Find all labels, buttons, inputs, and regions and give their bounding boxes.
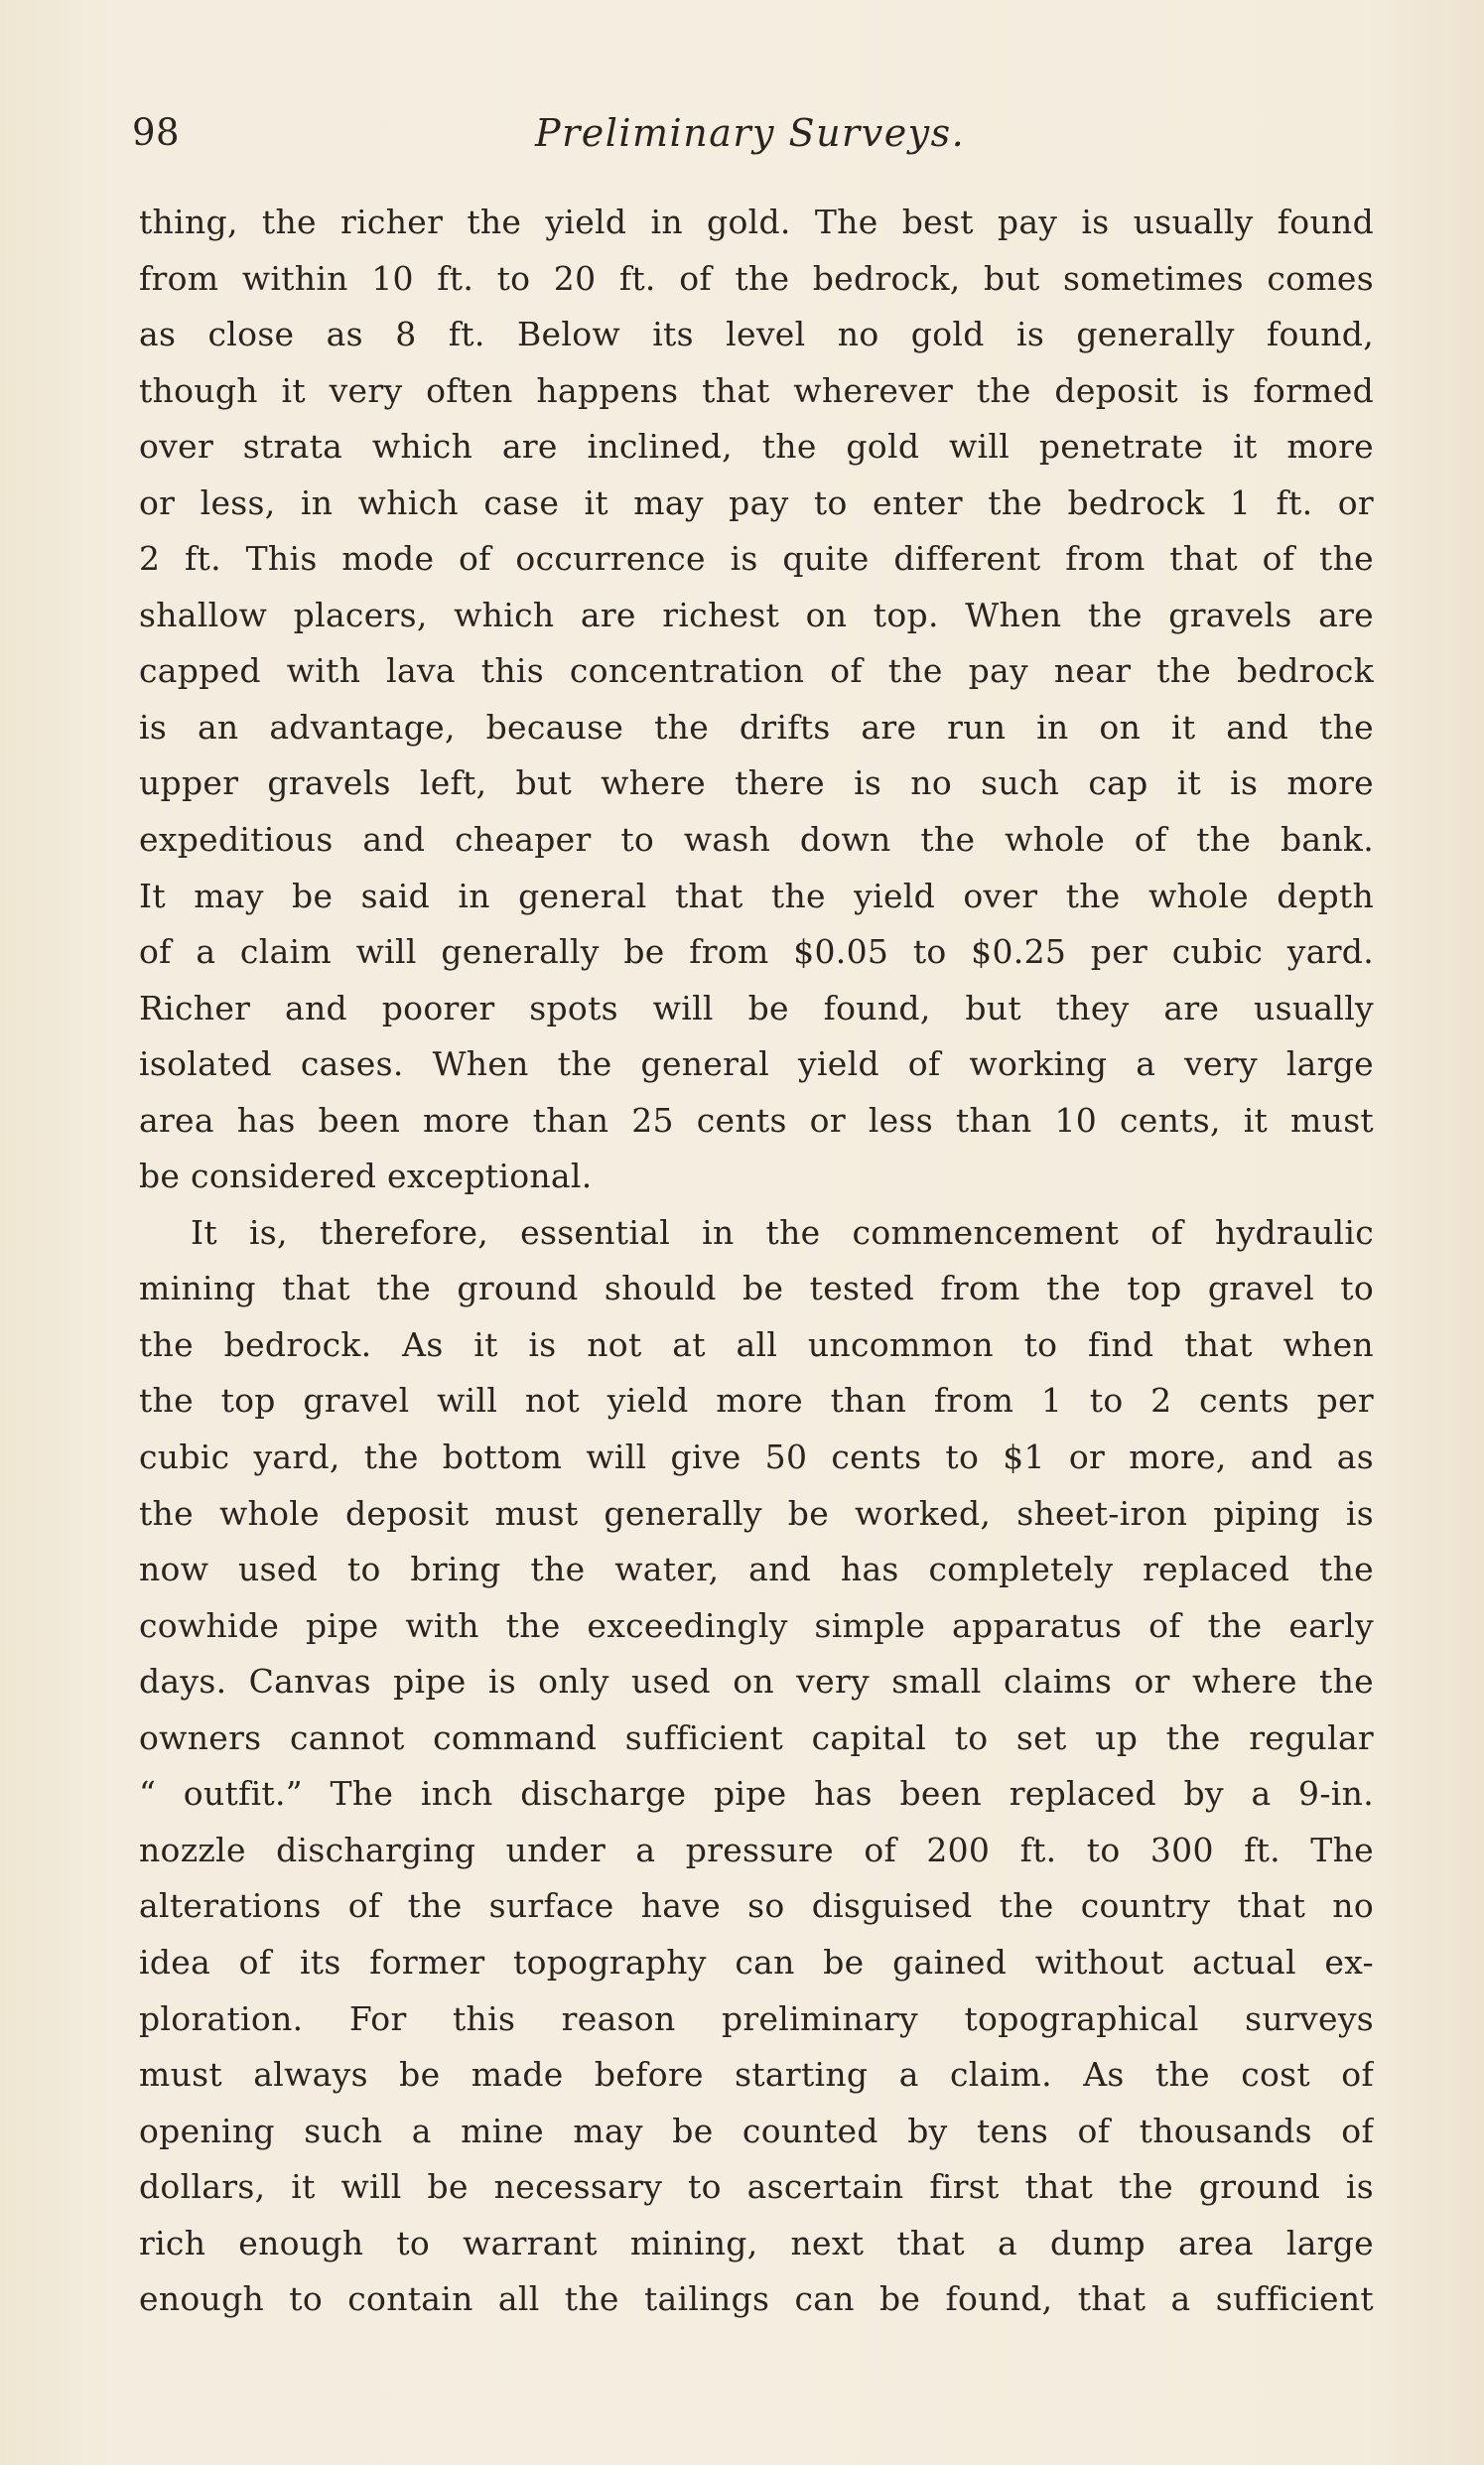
text-line: the bedrock. As it is not at all uncommon to find that when: [139, 1324, 1374, 1364]
text-line: rich enough to warrant mining, next that a dump area large: [139, 2223, 1374, 2262]
page-number: 98: [132, 111, 181, 154]
text-line: days. Canvas pipe is only used on very small claims or where the: [139, 1662, 1374, 1702]
text-line: from within 10 ft. to 20 ft. of the bedrock, but sometimes comes: [139, 258, 1374, 298]
text-line: of a claim will generally be from $0.05 to $0.25 per cubic yard.: [139, 932, 1374, 972]
text-line: 2 ft. This mode of occurrence is quite different from that of the: [139, 539, 1374, 579]
text-line: shallow placers, which are richest on top. When the gravels are: [139, 595, 1374, 634]
text-line: It is, therefore, essential in the commencement of hydraulic: [191, 1212, 1374, 1252]
text-line: or less, in which case it may pay to enter the bedrock 1 ft. or: [139, 482, 1374, 522]
text-line: alterations of the surface have so disguised the country that no: [139, 1886, 1374, 1926]
text-line: as close as 8 ft. Below its level no gold is generally found,: [139, 315, 1374, 354]
text-line: ploration. For this reason preliminary topographical surveys: [139, 1998, 1374, 2038]
text-line: area has been more than 25 cents or less than 10 cents, it must: [139, 1100, 1374, 1140]
text-line: nozzle discharging under a pressure of 200 ft. to 300 ft. The: [139, 1830, 1374, 1869]
text-line: thing, the richer the yield in gold. The best pay is usually found: [139, 203, 1374, 241]
text-line: is an advantage, because the drifts are run in on it and the: [139, 707, 1374, 747]
text-line: owners cannot command sufficient capital to set up the regular: [139, 1717, 1374, 1757]
text-line: cowhide pipe with the exceedingly simple apparatus of the early: [139, 1605, 1374, 1645]
text-line: “ outfit.” The inch discharge pipe has been replaced by a 9-in.: [139, 1774, 1374, 1814]
text-line: capped with lava this concentration of the pay near the bedrock: [139, 651, 1374, 691]
body-text: [139, 195, 1374, 2328]
page-header: [132, 111, 1373, 171]
paragraph-2: [139, 1205, 1374, 2328]
text-line: expeditious and cheaper to wash down the whole of the bank.: [139, 820, 1374, 860]
text-line: cubic yard, the bottom will give 50 cents to $1 or more, and as: [139, 1438, 1374, 1477]
text-line: opening such a mine may be counted by tens of thousands of: [139, 2111, 1374, 2150]
text-line: though it very often happens that wherever the deposit is formed: [139, 370, 1374, 410]
text-line: be considered exceptional.: [139, 1157, 593, 1196]
text-line: It may be said in general that the yield over the whole depth: [139, 876, 1374, 915]
text-line: isolated cases. When the general yield of working a very large: [139, 1044, 1374, 1084]
text-line: idea of its former topography can be gained without actual ex-: [139, 1942, 1374, 1982]
text-line: the top gravel will not yield more than from 1 to 2 cents per: [139, 1381, 1374, 1421]
text-line: enough to contain all the tailings can be found, that a sufficient: [139, 2279, 1374, 2319]
text-line: dollars, it will be necessary to ascertain first that the ground is: [139, 2167, 1374, 2207]
paragraph-1: [139, 195, 1374, 1205]
text-line: now used to bring the water, and has completely replaced the: [139, 1550, 1374, 1589]
text-line: Richer and poorer spots will be found, but they are usually: [139, 988, 1374, 1027]
text-line: the whole deposit must generally be worked, sheet-iron piping is: [139, 1493, 1374, 1533]
text-line: over strata which are inclined, the gold will penetrate it more: [139, 427, 1374, 467]
text-line: must always be made before starting a claim. As the cost of: [139, 2055, 1374, 2095]
text-line: upper gravels left, but where there is no such cap it is more: [139, 763, 1374, 803]
text-line: mining that the ground should be tested from the top gravel to: [139, 1269, 1374, 1308]
running-title: Preliminary Surveys.: [535, 111, 966, 155]
